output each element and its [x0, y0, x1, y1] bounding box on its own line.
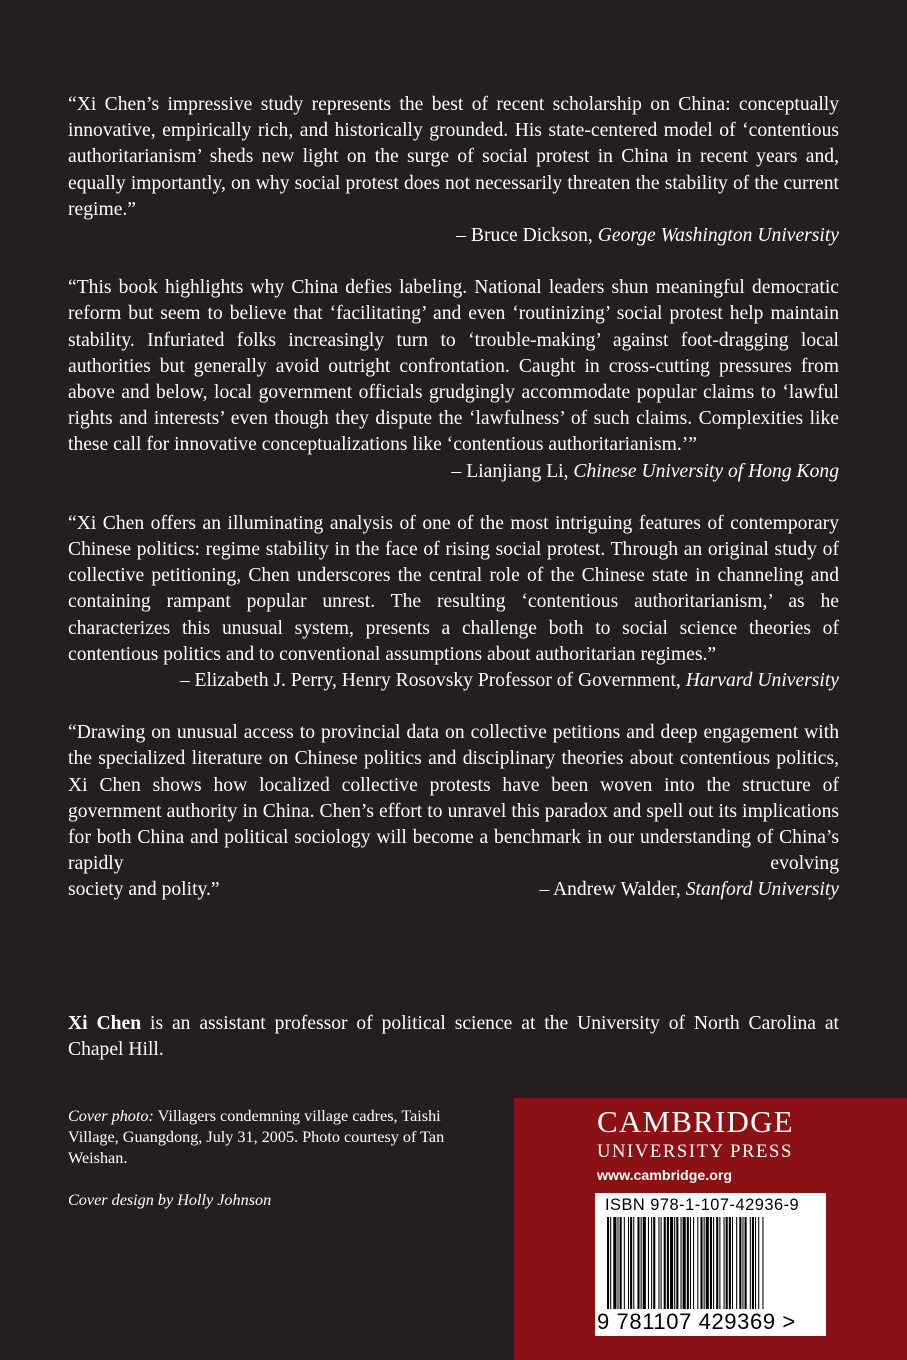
cover-photo-text: Villagers condemning village cadres, Taishi Village, Guangdong, July 31, 2005. Photo courtesy of Tan Weishan.	[68, 1107, 445, 1167]
barcode-bar	[700, 1217, 702, 1309]
barcode-bar	[706, 1217, 709, 1309]
endorsements	[68, 92, 839, 904]
blurb-perry-author: – Elizabeth J. Perry, Henry Rosovsky Professor of Government,	[179, 670, 686, 692]
barcode-bar	[653, 1217, 655, 1309]
barcode-icon	[607, 1217, 814, 1309]
blurb-dickson-text: “Xi Chen’s impressive study represents the best of recent scholarship on China: conceptually innovative, empirically rich, and historically grounded. His state-centered model of ‘contentious authoritarianism’ sheds new light on the surge of social protest in China in recent years and, equally importantly, on why social protest does not necessarily threaten the stability of the current regime.”	[68, 94, 839, 220]
barcode-bar	[719, 1217, 720, 1309]
barcode-bar	[752, 1217, 754, 1309]
blurb-walder-attribution	[539, 877, 839, 903]
barcode-bar	[637, 1217, 639, 1309]
blurb-dickson-affiliation: George Washington University	[597, 225, 839, 247]
barcode-bar	[613, 1217, 616, 1309]
cover-design-credit: Cover design by Holly Johnson	[68, 1191, 272, 1209]
barcode-bar	[693, 1217, 694, 1309]
barcode-bar	[736, 1217, 737, 1309]
barcode-bar	[624, 1217, 625, 1309]
isbn-barcode-box	[595, 1193, 826, 1336]
barcode-bar	[664, 1217, 666, 1309]
barcode-bar	[658, 1217, 659, 1309]
barcode-bar	[697, 1217, 698, 1309]
blurb-dickson-author: – Bruce Dickson,	[456, 225, 598, 247]
blurb-li-attribution	[68, 459, 839, 485]
barcode-bar	[648, 1217, 649, 1309]
barcode-bar	[762, 1217, 763, 1309]
barcode-bar	[667, 1217, 669, 1309]
blurb-perry-attribution	[68, 668, 839, 694]
barcode-bar	[704, 1217, 705, 1309]
publisher-logo-press: UNIVERSITY PRESS	[597, 1141, 793, 1162]
barcode-bar	[729, 1217, 731, 1309]
blurb-dickson-attribution	[68, 223, 839, 249]
barcode-bar	[674, 1217, 675, 1309]
blurb-walder-author: – Andrew Walder,	[539, 879, 686, 901]
barcode-bar	[745, 1217, 747, 1309]
barcode-bar	[630, 1217, 632, 1309]
barcode-bar	[726, 1217, 728, 1309]
barcode-bar	[742, 1217, 743, 1309]
blurb-perry-affiliation: Harvard University	[685, 670, 839, 692]
barcode-bar	[620, 1217, 622, 1309]
barcode-bar	[755, 1217, 756, 1309]
barcode-bar	[618, 1217, 619, 1309]
blurb-li-author: – Lianjiang Li,	[451, 460, 574, 482]
barcode-bar	[628, 1217, 629, 1309]
blurb-walder-last-line	[68, 877, 839, 903]
barcode-bar	[670, 1217, 673, 1309]
barcode-bar	[710, 1217, 712, 1309]
cover-photo-label: Cover photo:	[68, 1107, 154, 1125]
barcode-bar	[716, 1217, 718, 1309]
barcode-bar	[724, 1217, 725, 1309]
barcode-bar	[610, 1217, 611, 1309]
barcode-digits: 9 781107 429369 >	[597, 1309, 796, 1334]
barcode-bar	[641, 1217, 642, 1309]
barcode-bar	[681, 1217, 682, 1309]
barcode-bar	[651, 1217, 652, 1309]
barcode-bar	[713, 1217, 714, 1309]
blurb-li-text: “This book highlights why China defies labeling. National leaders shun meaningful democratic reform but seem to believe that ‘facilitating’ and even ‘routinizing’ social protest help maintain stability. Infuriated folks increasingly turn to ‘trouble-making’ against foot-dragging local authorities but generally avoid outright confrontation. Caught in cross-cutting pressures from above and below, local government officials grudgingly accommodate popular claims to ‘lawful rights and interests’ even though they dispute the ‘lawfulness’ of such claims. Complexities like these call for innovative conceptualizations like ‘contentious authoritarianism.’”	[68, 277, 839, 456]
cover-photo-credit	[68, 1106, 488, 1169]
blurb-walder-affiliation: Stanford University	[685, 879, 839, 901]
blurb-walder-last-words: society and polity.”	[68, 879, 220, 901]
publisher-logo-name: CAMBRIDGE	[597, 1104, 794, 1139]
author-bio-text: is an assistant professor of political science at the University of North Carolina at Chapel Hill.	[68, 1013, 839, 1061]
barcode-bar	[758, 1217, 759, 1309]
author-bio	[68, 1011, 839, 1063]
barcode-bar	[750, 1217, 751, 1309]
barcode-bar	[607, 1217, 609, 1309]
barcode-bar	[739, 1217, 741, 1309]
publisher-url: www.cambridge.org	[597, 1168, 733, 1184]
barcode-bar	[643, 1217, 646, 1309]
barcode-bar	[732, 1217, 733, 1309]
barcode-bar	[683, 1217, 686, 1309]
barcode-bar	[687, 1217, 689, 1309]
isbn-label: ISBN 978-1-107-42936-9	[605, 1196, 800, 1214]
barcode-bar	[661, 1217, 662, 1309]
barcode-bar	[690, 1217, 691, 1309]
blurb-li-affiliation: Chinese University of Hong Kong	[573, 460, 839, 482]
barcode-bar	[676, 1217, 678, 1309]
author-bio-name: Xi Chen	[68, 1013, 142, 1034]
publisher-panel	[514, 1098, 907, 1360]
blurb-perry-text: “Xi Chen offers an illuminating analysis of one of the most intriguing features of contemporary Chinese politics: regime stability in the face of rising social protest. Through an original study of collective petitioning, Chen underscores the central role of the Chinese state in channeling and containing rampant popular unrest. The resulting ‘contentious authoritarianism,’ as he characterizes this unusual system, presents a challenge both to social science theories of contentious politics and to conventional assumptions about authoritarian regimes.”	[68, 512, 839, 665]
blurb-walder-text: “Drawing on unusual access to provincial data on collective petitions and deep engagement with the specialized literature on Chinese politics and disciplinary theories about contentious politics, Xi Chen shows how localized collective protests have been woven into the structure of government authority in China. Chen’s effort to unravel this paradox and spell out its implications for both China and political sociology will become a benchmark in our understanding of China’s rapidly evolving	[68, 722, 839, 875]
barcode-bar	[633, 1217, 634, 1309]
